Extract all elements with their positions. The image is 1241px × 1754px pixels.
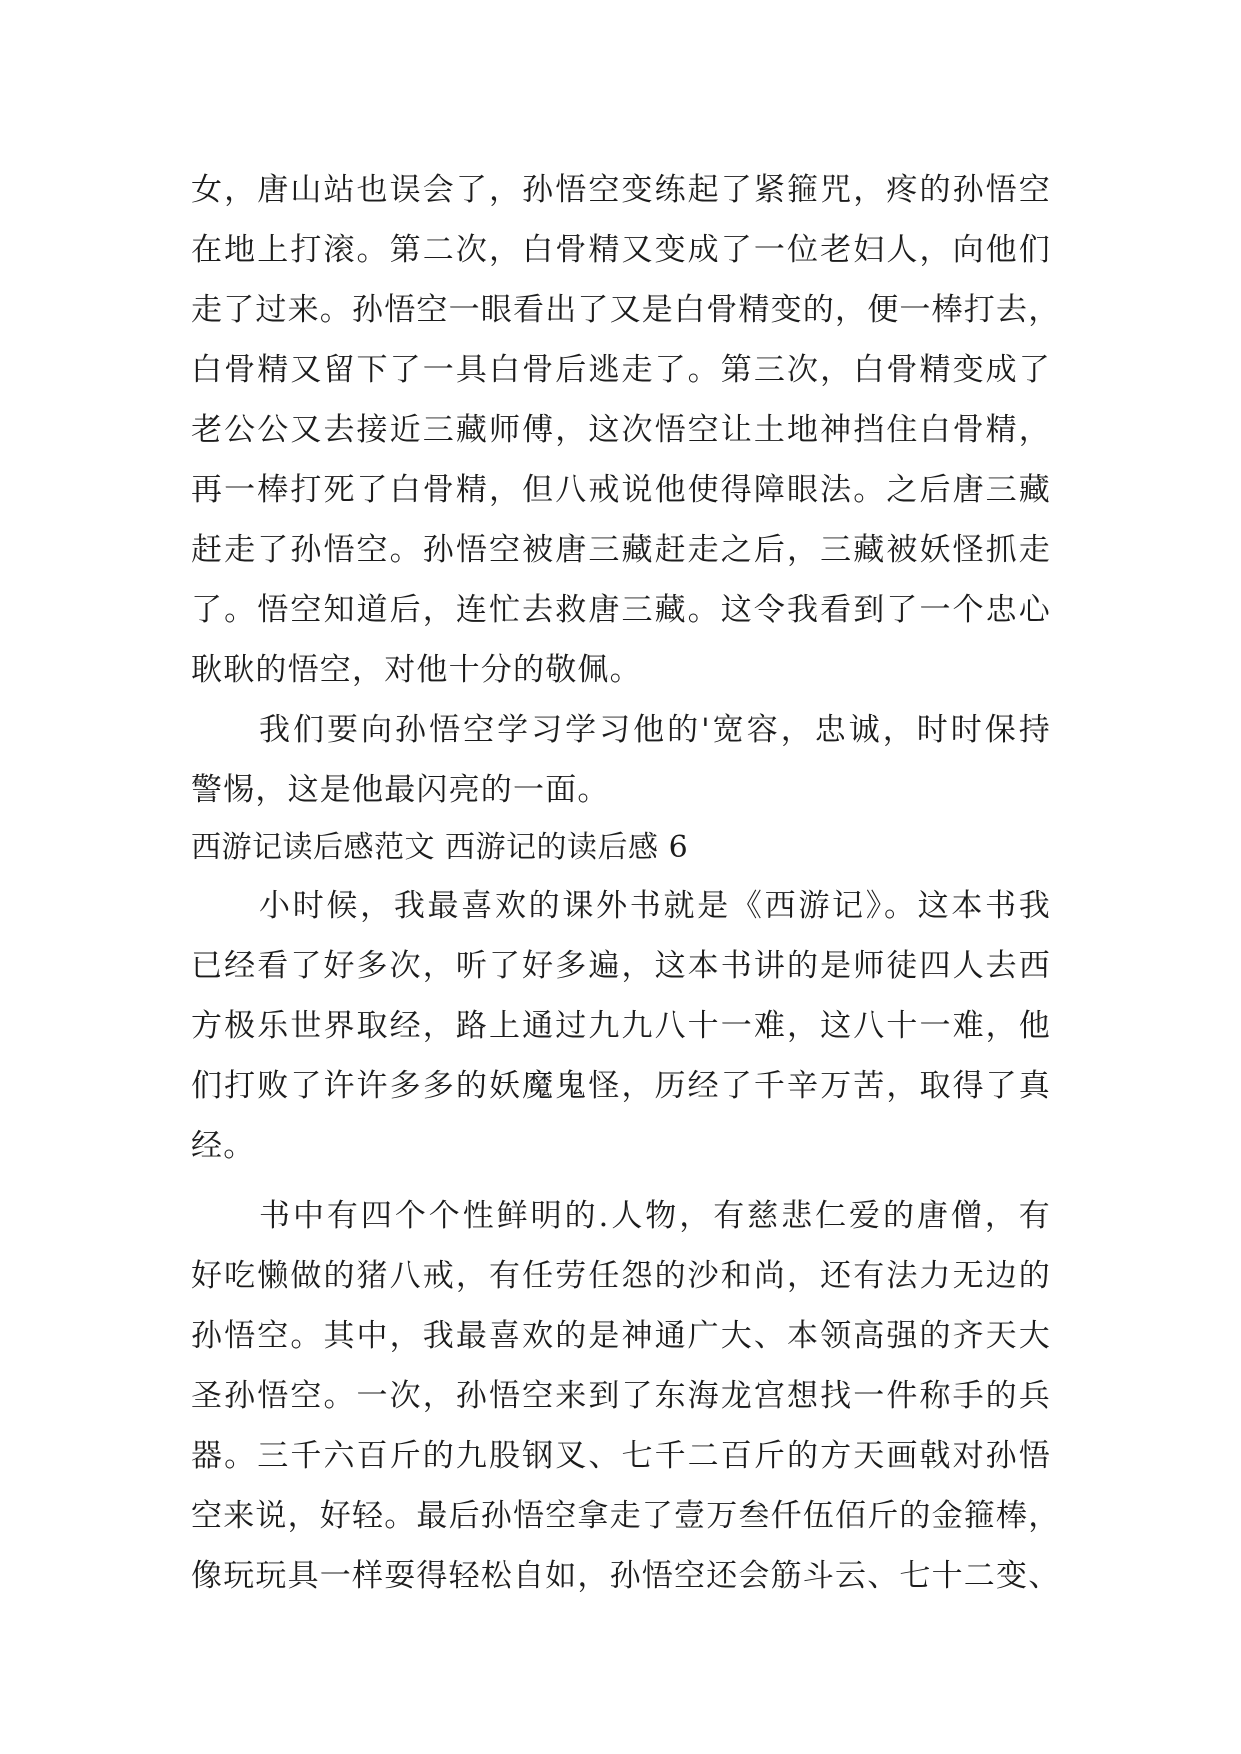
- text-line: 白骨精又留下了一具白骨后逃走了。第三次，白骨精变成了: [191, 352, 1051, 388]
- text-line: 书中有四个个性鲜明的.人物，有慈悲仁爱的唐僧，有: [259, 1198, 1051, 1234]
- section-heading: 西游记读后感范文 西游记的读后感 6: [191, 830, 689, 865]
- text-line: 警惕，这是他最闪亮的一面。: [191, 772, 610, 808]
- paragraph-2: [191, 700, 1051, 820]
- text-line: 空来说，好轻。最后孙悟空拿走了壹万叁仟伍佰斤的金箍棒，: [191, 1498, 1061, 1534]
- text-line: 了。悟空知道后，连忙去救唐三藏。这令我看到了一个忠心: [191, 592, 1051, 628]
- document-body: [191, 160, 1061, 1606]
- text-line: 走了过来。孙悟空一眼看出了又是白骨精变的，便一棒打去，: [191, 292, 1061, 328]
- text-line: 方极乐世界取经，路上通过九九八十一难，这八十一难，他: [191, 1008, 1051, 1044]
- paragraph-3: [191, 876, 1051, 1176]
- text-line: 老公公又去接近三藏师傅，这次悟空让土地神挡住白骨精，: [191, 412, 1051, 448]
- text-line: 圣孙悟空。一次，孙悟空来到了东海龙宫想找一件称手的兵: [191, 1378, 1051, 1414]
- text-line: 我们要向孙悟空学习学习他的'宽容，忠诚，时时保持: [259, 712, 1051, 748]
- text-line: 女，唐山站也误会了，孙悟空变练起了紧箍咒，疼的孙悟空: [191, 172, 1051, 208]
- text-line: 孙悟空。其中，我最喜欢的是神通广大、本领高强的齐天大: [191, 1318, 1051, 1354]
- text-line: 已经看了好多次，听了好多遍，这本书讲的是师徒四人去西: [191, 948, 1051, 984]
- text-line: 器。三千六百斤的九股钢叉、七千二百斤的方天画戟对孙悟: [191, 1438, 1051, 1474]
- text-line: 赶走了孙悟空。孙悟空被唐三藏赶走之后，三藏被妖怪抓走: [191, 532, 1051, 568]
- text-line: 在地上打滚。第二次，白骨精又变成了一位老妇人，向他们: [191, 232, 1051, 268]
- paragraph-1: [191, 160, 1061, 700]
- text-line: 耿耿的悟空，对他十分的敬佩。: [191, 652, 642, 688]
- text-line: 像玩玩具一样耍得轻松自如，孙悟空还会筋斗云、七十二变、: [191, 1558, 1061, 1594]
- paragraph-4: [191, 1186, 1061, 1606]
- text-line: 小时候，我最喜欢的课外书就是《西游记》。这本书我: [259, 888, 1051, 924]
- text-line: 经。: [191, 1128, 256, 1164]
- text-line: 再一棒打死了白骨精，但八戒说他使得障眼法。之后唐三藏: [191, 472, 1051, 508]
- text-line: 好吃懒做的猪八戒，有任劳任怨的沙和尚，还有法力无边的: [191, 1258, 1051, 1294]
- paragraph-gap: [191, 1176, 1051, 1186]
- text-line: 们打败了许许多多的妖魔鬼怪，历经了千辛万苦，取得了真: [191, 1068, 1051, 1104]
